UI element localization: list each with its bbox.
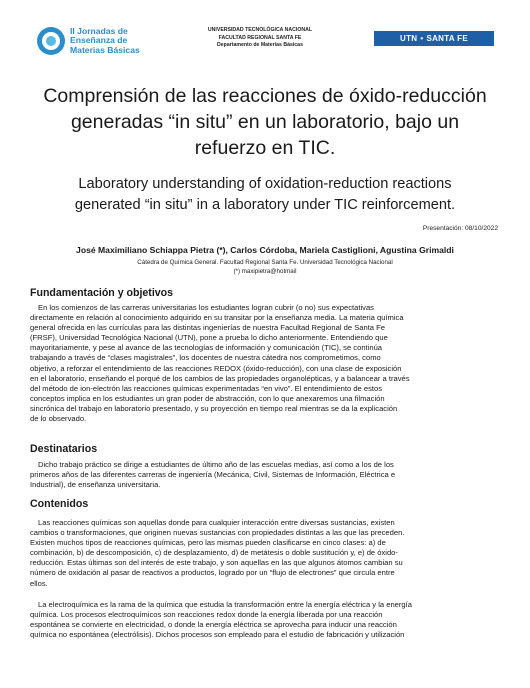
presentation-date: Presentación: 08/10/2022 <box>422 225 498 232</box>
section-heading-contenidos: Contenidos <box>30 498 89 510</box>
paragraph-fundamentacion: En los comienzos de las carreras universitarias los estudiantes logran cubrir (o no) sus expectativas directamente en relación al conocimiento adquirido en su transitar por la enseñanza media. La materia química general ofrecida en las currículas para las distintas ingenierías de nuestra Facultad Regional de Santa Fe (FRSF), Universidad Tecnológica Nacional (UTN), pone a prueba lo dicho anteriormente. Entendiendo que mayoritariamente, y pese al avance de las tecnologías de información y comunicación (TIC), se continúa trabajando a través de “clases magistrales”, los docentes de nuestra cátedra nos comprometimos, como objetivo, a reforzar el entendimiento de las reacciones REDOX (óxido-reducción), con una clase de exposición en el laboratorio, enseñando el porqué de los cambios de las propiedades organolépticas, y a balancear a través del método de ion-electrón las reacciones químicas experimentadas “en vivo”. El entendimiento de estos conceptos implica en los estudiantes un gran poder de abstracción, con lo que anexaremos una filmación sincrónica del trabajo en laboratorio presentado, y su proyección en tiempo real mientras se da la explicación de lo observado. <box>30 303 410 424</box>
department-name: Departamento de Materias Básicas <box>217 42 303 49</box>
utn-santa-fe-logo: UTN • SANTA FE <box>374 31 494 46</box>
faculty-name: FACULTAD REGIONAL SANTA FE <box>218 34 302 41</box>
paragraph-contenidos-1: Las reacciones químicas son aquellas donde para cualquier interacción entre diversas sustancias, existen cambios o transformaciones, que originen nuevas sustancias con propiedades distintas a las que las preceden. Existen muchos tipos de reacciones químicas, pero las mismas pueden clasificarse en cinco clases: a) de combinación, b) de descomposición, c) de desplazamiento, d) de metátesis o doble sustitución y, e) de óxido- reducción. Estas últimas son del interés de este trabajo, y son aquellas en las que algunos átomos cambian su número de oxidación al pasar de reactivos a productos, logrado por un “flujo de electrones” que circula entre ellos. <box>30 518 405 588</box>
section-heading-destinatarios: Destinatarios <box>30 443 98 455</box>
paragraph-contenidos-2: La electroquímica es la rama de la química que estudia la transformación entre la energía eléctrica y la energía química. Los procesos electroquímicos son reacciones redox donde la energía liberada por una reacción espontánea se convierte en electricidad, o donde la energía eléctrica se aprovecha para inducir una reacción química no espontánea (electrólisis). Dichos procesos son empleado para el estudio de fabricación y utilización <box>30 600 412 640</box>
jornadas-logo-icon <box>36 26 66 56</box>
jornadas-logo <box>36 24 166 58</box>
affiliation: Cátedra de Química General. Facultad Regional Santa Fe. Universidad Tecnológica Nacional (*) maxipietra@hotmail <box>20 258 510 277</box>
authors-line: José Maximiliano Schiappa Pietra (*), Carlos Córdoba, Mariela Castiglioni, Agustina Grimaldi <box>76 245 454 255</box>
author-email: (*) maxipietra@hotmail <box>233 268 297 276</box>
paragraph-destinatarios: Dicho trabajo práctico se dirige a estudiantes de último año de las escuelas medias, así como a los de los primeros años de las diferentes carreras de ingeniería (Mecánica, Civil, Sistemas de Información, Eléctrica e Industrial), de enseñanza universitaria. <box>30 460 396 490</box>
institution-header <box>180 27 340 50</box>
paper-title: Comprensión de las reacciones de óxido-reducción generadas “in situ” en un laboratorio, bajo un refuerzo en TIC. <box>43 85 487 159</box>
university-name: UNIVERSIDAD TECNOLÓGICA NACIONAL <box>207 27 313 33</box>
paper-subtitle-english: Laboratory understanding of oxidation-reduction reactions generated “in situ” in a laboratory under TIC reinforcement. <box>74 176 456 213</box>
jornadas-logo-text: II Jornadas de Enseñanza de Materias Básicas <box>70 25 140 55</box>
section-heading-fundamentacion: Fundamentación y objetivos <box>30 287 174 299</box>
